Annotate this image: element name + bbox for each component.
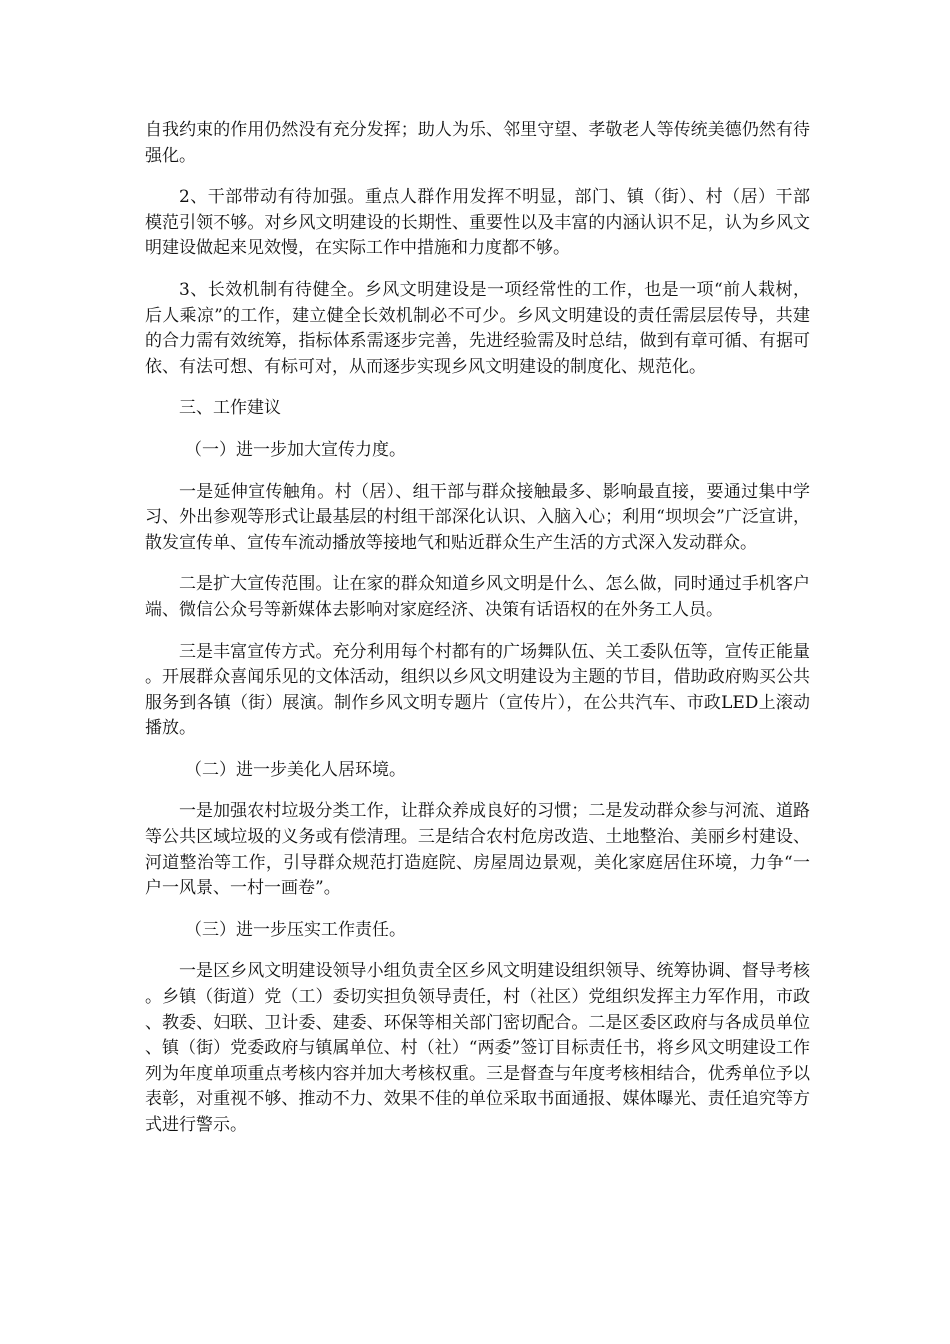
subheading-publicity: （一）进一步加大宣传力度。 (185, 439, 406, 460)
paragraph-continuation: 自我约束的作用仍然没有充分发挥；助人为乐、邻里守望、孝敬老人等传统美德仍然有待强化。 (145, 120, 810, 166)
section-heading-work-suggestions: 三、工作建议 (179, 398, 281, 419)
paragraph-extend-publicity: 一是延伸宣传触角。村（居）、组干部与群众接触最多、影响最直接，要通过集中学习、外出参观等形式让最基层的村组干部深化认识、入脑入心；利用“坝坝会”广泛宣讲，散发宣传单、宣传车流动播放等接地气和贴近群众生产生活的方式深入发动群众。 (145, 481, 810, 553)
paragraph-environment-measures: 一是加强农村垃圾分类工作，让群众养成良好的习惯；二是发动群众参与河流、道路等公共区域垃圾的义务或有偿清理。三是结合农村危房改造、土地整治、美丽乡村建设、河道整治等工作，引导群众规范打造庭院、房屋周边景观，美化家庭居住环境，力争“一户一风景、一村一画卷”。 (145, 801, 810, 899)
paragraph-responsibility-measures: 一是区乡风文明建设领导小组负责全区乡风文明建设组织领导、统筹协调、督导考核。乡镇（街道）党（工）委切实担负领导责任，村（社区）党组织发挥主力军作用，市政、教委、妇联、卫计委、建委、环保等相关部门密切配合。二是区委区政府与各成员单位、镇（街）党委政府与镇属单位、村（社）“两委”签订目标责任书，将乡风文明建设工作列为年度单项重点考核内容并加大考核权重。三是督查与年度考核相结合，优秀单位予以表彰，对重视不够、推动不力、效果不佳的单位采取书面通报、媒体曝光、责任追究等方式进行警示。 (145, 961, 810, 1135)
paragraph-long-term-mechanism: 3、长效机制有待健全。乡风文明建设是一项经常性的工作，也是一项“前人栽树，后人乘凉”的工作，建立健全长效机制必不可少。乡风文明建设的责任需层层传导，共建的合力需有效统筹，指标体系需逐步完善，先进经验需及时总结，做到有章可循、有据可依、有法可想、有标可对，从而逐步实现乡风文明建设的制度化、规范化。 (145, 279, 810, 377)
paragraph-expand-scope: 二是扩大宣传范围。让在家的群众知道乡风文明是什么、怎么做，同时通过手机客户端、微信公众号等新媒体去影响对家庭经济、决策有话语权的在外务工人员。 (145, 574, 810, 620)
document-page (145, 118, 810, 1155)
subheading-responsibility: （三）进一步压实工作责任。 (185, 919, 406, 940)
paragraph-cadre-leadership: 2、干部带动有待加强。重点人群作用发挥不明显，部门、镇（街）、村（居）干部模范引领不够。对乡风文明建设的长期性、重要性以及丰富的内涵认识不足，认为乡风文明建设做起来见效慢，在实际工作中措施和力度都不够。 (145, 187, 810, 259)
subheading-living-environment: （二）进一步美化人居环境。 (185, 759, 406, 780)
paragraph-enrich-methods: 三是丰富宣传方式。充分利用每个村都有的广场舞队伍、关工委队伍等，宣传正能量。开展群众喜闻乐见的文体活动，组织以乡风文明建设为主题的节目，借助政府购买公共服务到各镇（街）展演。制作乡风文明专题片（宣传片），在公共汽车、市政LED上滚动播放。 (145, 641, 810, 739)
